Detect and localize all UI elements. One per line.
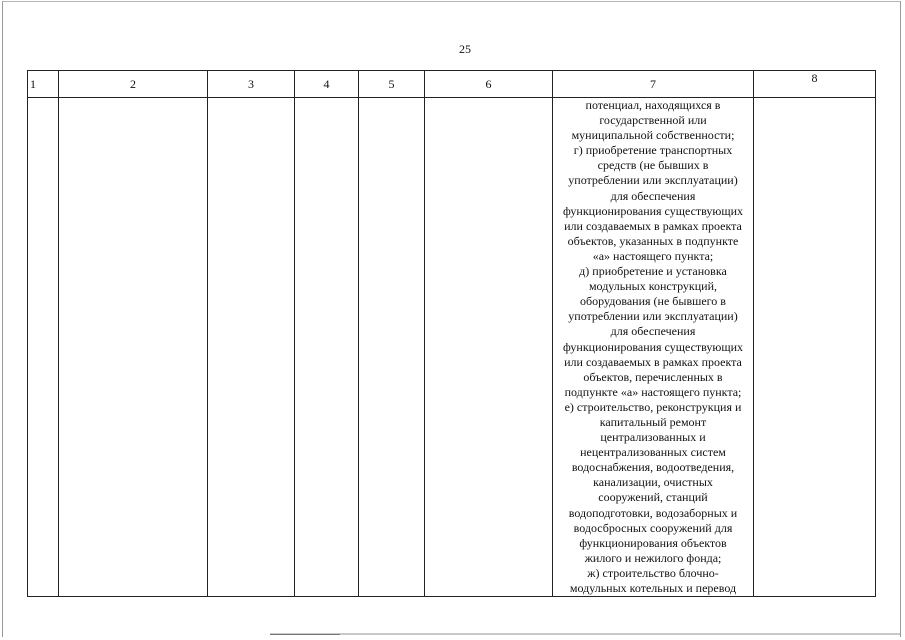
page-number: 25 <box>459 42 471 56</box>
column-header-2: 2 <box>59 71 208 98</box>
column-7-text <box>553 98 753 596</box>
text-line: объектов, указанных в подпункте <box>567 233 739 248</box>
text-line: капитальный ремонт <box>599 414 707 429</box>
text-line: употреблении или эксплуатации) <box>568 173 738 188</box>
column-header-8: 8 <box>754 71 876 98</box>
text-line: объектов, перечисленных в <box>583 369 723 384</box>
text-line: для обеспечения <box>610 324 696 339</box>
column-header-3: 3 <box>208 71 295 98</box>
cell-col-3 <box>208 98 295 597</box>
text-line: модульных котельных и перевод <box>569 581 737 595</box>
text-line: водоснабжения, водоотведения, <box>571 460 735 475</box>
text-line: «а» настоящего пункта; <box>592 248 714 263</box>
column-header-4: 4 <box>295 71 359 98</box>
text-line: употреблении или эксплуатации) <box>568 309 738 324</box>
text-line: водоподготовки, водозаборных и <box>568 505 738 520</box>
text-line: средств (не бывших в <box>597 158 709 173</box>
text-line: канализации, очистных <box>593 475 713 490</box>
document-table <box>27 70 876 597</box>
text-line: водосбросных сооружений для <box>573 520 733 535</box>
text-line: или создаваемых в рамках проекта <box>564 218 742 233</box>
text-line: или создаваемых в рамках проекта <box>564 354 742 369</box>
text-line: функционирования объектов <box>579 535 727 550</box>
text-line: жилого и нежилого фонда; <box>584 550 722 565</box>
text-line: потенциал, находящихся в <box>585 98 721 112</box>
text-line: ж) строительство блочно- <box>587 565 719 580</box>
text-line: модульных конструкций, <box>588 279 718 294</box>
text-line: оборудования (не бывшего в <box>580 294 726 309</box>
cell-col-8 <box>754 98 876 597</box>
text-line: е) строительство, реконструкция и <box>564 399 742 414</box>
cell-col-5 <box>359 98 425 597</box>
table-row <box>28 98 876 597</box>
cell-col-6 <box>425 98 553 597</box>
cell-col-7 <box>553 98 754 597</box>
text-line: функционирования существующих <box>562 339 744 354</box>
header-row <box>28 71 876 98</box>
cell-col-4 <box>295 98 359 597</box>
cell-col-2 <box>59 98 208 597</box>
text-line: государственной или <box>599 113 707 128</box>
text-line: д) приобретение и установка <box>579 264 727 279</box>
column-header-6: 6 <box>425 71 553 98</box>
column-header-5: 5 <box>359 71 425 98</box>
scan-edge-mark-dark <box>270 634 340 635</box>
column-header-7: 7 <box>553 71 754 98</box>
scan-edge-mark <box>270 633 900 635</box>
text-line: г) приобретение транспортных <box>573 143 733 158</box>
text-line: функционирования существующих <box>562 203 744 218</box>
text-line: сооружений, станций <box>598 490 708 505</box>
text-line: для обеспечения <box>610 188 696 203</box>
text-line: централизованных и <box>600 430 706 445</box>
text-line: подпункте «а» настоящего пункта; <box>564 384 742 399</box>
cell-col-1 <box>28 98 59 597</box>
text-line: муниципальной собственности; <box>571 128 735 143</box>
text-line: нецентрализованных систем <box>580 445 726 460</box>
column-header-1: 1 <box>28 71 59 98</box>
